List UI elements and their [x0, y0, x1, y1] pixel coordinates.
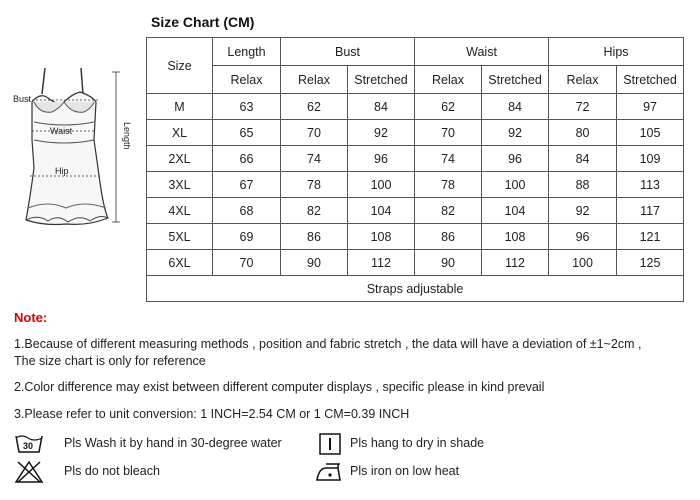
- hip-label: Hip: [55, 166, 69, 176]
- bust-header: Bust: [281, 38, 415, 66]
- hang-dry-icon: [318, 432, 342, 461]
- table-row: [147, 172, 684, 198]
- measurement-cell: 70: [415, 120, 482, 146]
- measurement-cell: 84: [482, 94, 549, 120]
- page-title: Size Chart (CM): [151, 14, 255, 30]
- hand-wash-icon: [14, 432, 44, 461]
- measurement-cell: 82: [281, 198, 348, 224]
- no-bleach-icon: [14, 460, 44, 489]
- measurement-cell: 108: [482, 224, 549, 250]
- measurement-cell: 66: [213, 146, 281, 172]
- care-hang-text: Pls hang to dry in shade: [350, 436, 485, 450]
- size-header: Size: [147, 38, 213, 94]
- care-wash-text: Pls Wash it by hand in 30-degree water: [64, 436, 282, 450]
- measurement-cell: 100: [482, 172, 549, 198]
- size-cell: 3XL: [147, 172, 213, 198]
- note-title: Note:: [14, 310, 48, 325]
- measurement-cell: 105: [617, 120, 684, 146]
- table-row: [147, 146, 684, 172]
- measurement-cell: 74: [281, 146, 348, 172]
- measurement-cell: 92: [549, 198, 617, 224]
- table-row: [147, 120, 684, 146]
- measurement-cell: 100: [549, 250, 617, 276]
- measurement-cell: 74: [415, 146, 482, 172]
- subheader-cell: Relax: [281, 66, 348, 94]
- measurement-cell: 100: [348, 172, 415, 198]
- measurement-cell: 108: [348, 224, 415, 250]
- measurement-cell: 96: [348, 146, 415, 172]
- garment-illustration: [8, 58, 130, 238]
- measurement-cell: 109: [617, 146, 684, 172]
- measurement-cell: 69: [213, 224, 281, 250]
- measurement-cell: 78: [415, 172, 482, 198]
- note-line-2: 2.Color difference may exist between different computer displays , specific please in kind prevail: [14, 380, 545, 394]
- measurement-cell: 92: [348, 120, 415, 146]
- measurement-cell: 86: [415, 224, 482, 250]
- table-row: [147, 250, 684, 276]
- hips-header: Hips: [549, 38, 684, 66]
- measurement-cell: 68: [213, 198, 281, 224]
- measurement-cell: 90: [281, 250, 348, 276]
- note-line-1: 1.Because of different measuring methods , position and fabric stretch , the data will have a deviation of ±1~2cm ,: [14, 337, 642, 351]
- measurement-cell: 92: [482, 120, 549, 146]
- table-row: [147, 224, 684, 250]
- measurement-cell: 62: [281, 94, 348, 120]
- table-row: [147, 94, 684, 120]
- subheader-cell: Stretched: [482, 66, 549, 94]
- table-header-row: [147, 38, 684, 66]
- subheader-cell: Relax: [415, 66, 482, 94]
- care-iron-text: Pls iron on low heat: [350, 464, 460, 478]
- subheader-cell: Relax: [213, 66, 281, 94]
- measurement-cell: 125: [617, 250, 684, 276]
- measurement-cell: 63: [213, 94, 281, 120]
- measurement-cell: 121: [617, 224, 684, 250]
- size-cell: 6XL: [147, 250, 213, 276]
- measurement-cell: 104: [348, 198, 415, 224]
- measurement-cell: 65: [213, 120, 281, 146]
- measurement-cell: 117: [617, 198, 684, 224]
- chemise-drawing: [8, 58, 130, 238]
- size-chart-table: [146, 37, 684, 302]
- measurement-cell: 86: [281, 224, 348, 250]
- measurement-cell: 70: [213, 250, 281, 276]
- measurement-cell: 113: [617, 172, 684, 198]
- waist-header: Waist: [415, 38, 549, 66]
- subheader-cell: Stretched: [617, 66, 684, 94]
- measurement-cell: 112: [348, 250, 415, 276]
- straps-note: Straps adjustable: [147, 276, 684, 302]
- table-footer-row: [147, 276, 684, 302]
- measurement-cell: 112: [482, 250, 549, 276]
- measurement-cell: 82: [415, 198, 482, 224]
- iron-low-icon: [314, 460, 344, 489]
- measurement-cell: 96: [482, 146, 549, 172]
- subheader-cell: Relax: [549, 66, 617, 94]
- size-cell: M: [147, 94, 213, 120]
- table-row: [147, 198, 684, 224]
- measurement-cell: 96: [549, 224, 617, 250]
- length-header: Length: [213, 38, 281, 66]
- measurement-cell: 78: [281, 172, 348, 198]
- subheader-cell: Stretched: [348, 66, 415, 94]
- measurement-cell: 84: [348, 94, 415, 120]
- measurement-cell: 90: [415, 250, 482, 276]
- note-line-1-cont: The size chart is only for reference: [14, 354, 206, 368]
- measurement-cell: 84: [549, 146, 617, 172]
- note-line-3: 3.Please refer to unit conversion: 1 INCH=2.54 CM or 1 CM=0.39 INCH: [14, 407, 410, 421]
- measurement-cell: 88: [549, 172, 617, 198]
- wash-temp-text: 30: [23, 441, 34, 451]
- bust-label: Bust: [13, 94, 32, 104]
- measurement-cell: 97: [617, 94, 684, 120]
- size-cell: 2XL: [147, 146, 213, 172]
- measurement-cell: 72: [549, 94, 617, 120]
- size-cell: XL: [147, 120, 213, 146]
- care-bleach-text: Pls do not bleach: [64, 464, 160, 478]
- measurement-cell: 104: [482, 198, 549, 224]
- measurement-cell: 62: [415, 94, 482, 120]
- measurement-cell: 67: [213, 172, 281, 198]
- size-cell: 5XL: [147, 224, 213, 250]
- waist-label: Waist: [50, 126, 73, 136]
- size-cell: 4XL: [147, 198, 213, 224]
- table-subheader-row: [147, 66, 684, 94]
- measurement-cell: 80: [549, 120, 617, 146]
- measurement-cell: 70: [281, 120, 348, 146]
- length-label: Length: [122, 122, 132, 150]
